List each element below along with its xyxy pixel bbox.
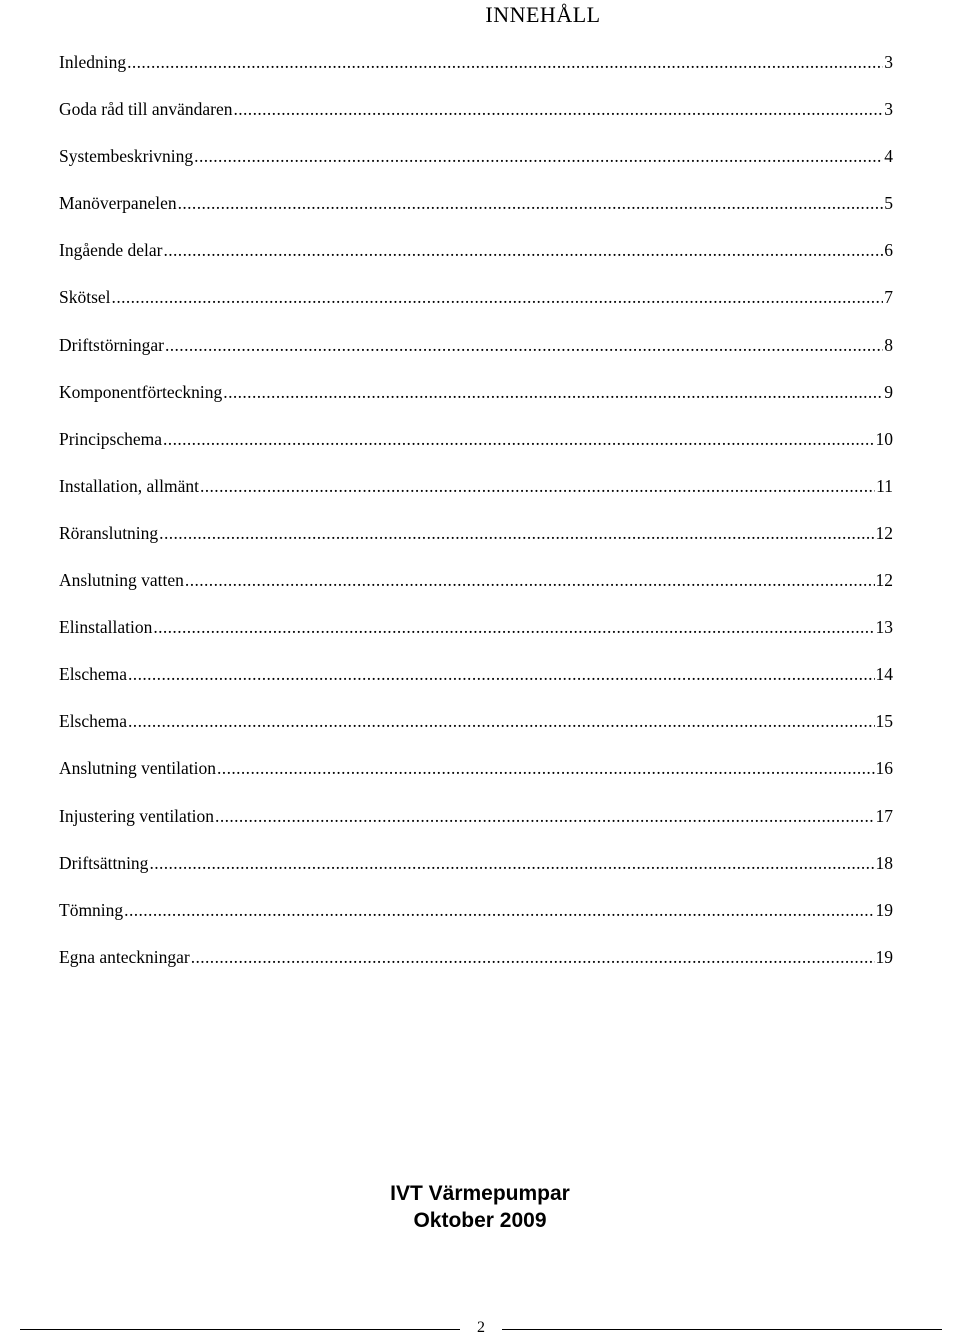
toc-entry[interactable] (59, 427, 893, 474)
toc-entry[interactable] (59, 238, 893, 285)
toc-entry-title: Skötsel (59, 287, 111, 308)
toc-entry-title: Manöverpanelen (59, 193, 177, 214)
toc-entry[interactable] (59, 898, 893, 945)
toc-dot-leader (185, 568, 875, 592)
toc-entry-title: Installation, allmänt (59, 475, 199, 496)
toc-dot-leader (191, 945, 875, 969)
table-of-contents (59, 50, 893, 992)
toc-entry[interactable] (59, 945, 893, 992)
toc-entry-page: 16 (875, 758, 893, 779)
toc-entry-title: Driftstörningar (59, 334, 164, 355)
toc-dot-leader (233, 97, 883, 121)
toc-entry-title: Elschema (59, 664, 128, 685)
toc-entry-page: 10 (875, 428, 893, 449)
company-block (0, 1180, 960, 1234)
toc-entry[interactable] (59, 804, 893, 851)
toc-entry-title: Principschema (59, 428, 163, 449)
toc-entry-page: 3 (884, 52, 893, 72)
toc-entry-title: Ingående delar (59, 240, 163, 261)
publication-date: Oktober 2009 (413, 1209, 547, 1232)
toc-entry[interactable] (59, 521, 893, 568)
toc-entry-title: Röranslutning (59, 522, 159, 543)
toc-entry-title: Systembeskrivning (59, 146, 194, 167)
toc-entry-page: 12 (875, 570, 893, 591)
toc-entry-page: 19 (875, 946, 893, 967)
toc-entry-page: 19 (875, 899, 893, 920)
toc-entry[interactable] (59, 380, 893, 427)
toc-entry-page: 8 (884, 334, 893, 355)
toc-dot-leader (194, 144, 883, 168)
toc-dot-leader (124, 898, 874, 922)
toc-entry-page: 3 (884, 99, 893, 120)
toc-entry-title: Tömning (59, 899, 124, 920)
toc-entry[interactable] (59, 474, 893, 521)
toc-dot-leader (153, 615, 874, 639)
toc-entry-page: 4 (884, 146, 893, 167)
toc-entry[interactable] (59, 191, 893, 238)
toc-entry[interactable] (59, 568, 893, 615)
toc-entry-page: 5 (884, 193, 893, 214)
toc-entry-page: 9 (884, 381, 893, 402)
toc-dot-leader (128, 662, 874, 686)
toc-entry[interactable] (59, 662, 893, 709)
toc-entry-title: Elinstallation (59, 617, 153, 638)
toc-entry[interactable] (59, 615, 893, 662)
toc-entry-title: Elschema (59, 711, 128, 732)
toc-entry-page: 12 (875, 522, 893, 543)
toc-entry-page: 13 (875, 617, 893, 638)
toc-dot-leader (163, 238, 883, 262)
toc-entry-title: Inledning (59, 52, 127, 72)
toc-entry[interactable] (59, 709, 893, 756)
toc-entry[interactable] (59, 285, 893, 332)
toc-entry[interactable] (59, 97, 893, 144)
toc-entry-page: 7 (884, 287, 893, 308)
page-title: INNEHÅLL (485, 2, 601, 27)
page-number: 2 (477, 1319, 485, 1336)
toc-dot-leader (217, 756, 874, 780)
toc-entry-page: 11 (876, 475, 893, 496)
toc-entry-title: Injustering ventilation (59, 805, 215, 826)
toc-entry[interactable] (59, 50, 893, 97)
toc-dot-leader (215, 804, 874, 828)
toc-entry-title: Driftsättning (59, 852, 149, 873)
toc-dot-leader (159, 521, 874, 545)
toc-dot-leader (223, 380, 883, 404)
toc-entry[interactable] (59, 333, 893, 380)
company-name: IVT Värmepumpar (390, 1182, 570, 1205)
toc-entry-title: Goda råd till användaren (59, 99, 233, 120)
toc-entry-page: 14 (875, 664, 893, 685)
toc-entry-title: Anslutning ventilation (59, 758, 217, 779)
toc-dot-leader (149, 851, 874, 875)
toc-dot-leader (127, 50, 883, 74)
toc-dot-leader (128, 709, 874, 733)
toc-dot-leader (178, 191, 884, 215)
toc-entry-page: 15 (875, 711, 893, 732)
toc-dot-leader (165, 333, 883, 357)
toc-entry-page: 17 (875, 805, 893, 826)
toc-dot-leader (163, 427, 874, 451)
toc-entry[interactable] (59, 851, 893, 898)
toc-entry-title: Anslutning vatten (59, 570, 184, 591)
toc-dot-leader (112, 285, 884, 309)
toc-dot-leader (200, 474, 875, 498)
toc-entry-title: Egna anteckningar (59, 946, 190, 967)
toc-entry[interactable] (59, 144, 893, 191)
toc-entry-page: 6 (884, 240, 893, 261)
toc-entry-page: 18 (875, 852, 893, 873)
toc-entry-title: Komponentförteckning (59, 381, 223, 402)
toc-entry[interactable] (59, 756, 893, 803)
